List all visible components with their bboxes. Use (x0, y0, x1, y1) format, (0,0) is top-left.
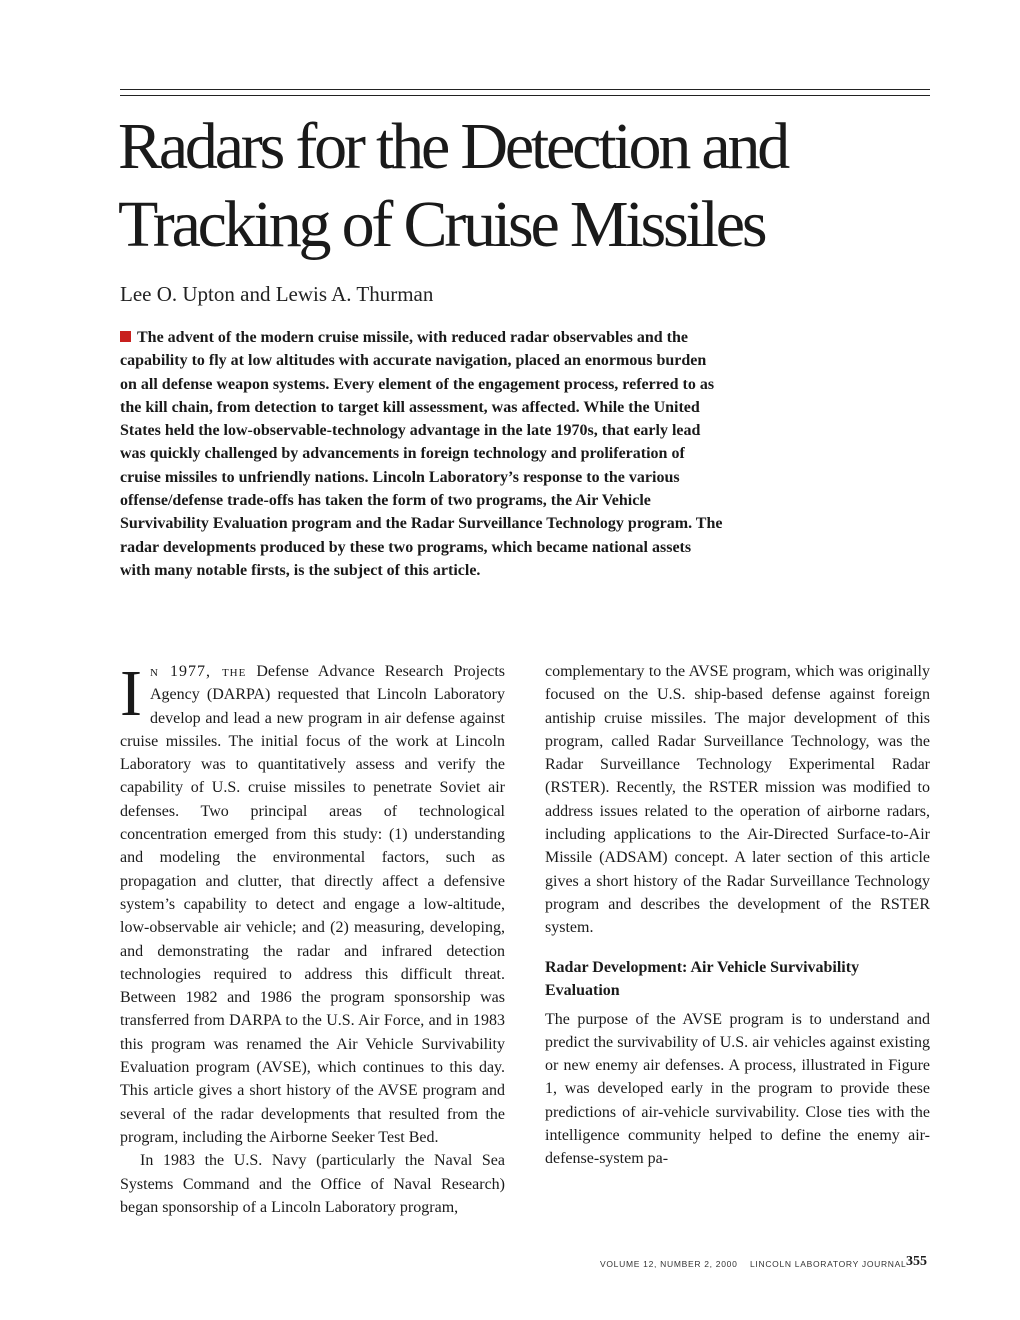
page-footer (600, 1254, 930, 1274)
abstract (120, 326, 725, 582)
footer-volume: VOLUME 12, NUMBER 2, 2000 (600, 1259, 738, 1269)
lead-in-smallcaps: n 1977, the (149, 663, 247, 680)
article-authors: Lee O. Upton and Lewis A. Thurman (120, 282, 434, 306)
top-rule-second (120, 95, 930, 96)
paragraph-2 (120, 1149, 505, 1219)
footer-journal-name: LINCOLN LABORATORY JOURNAL (750, 1259, 907, 1269)
paragraph-3: The purpose of the AVSE program is to understand and predict the survivability of U.S. air vehicles against existing or new enemy air defenses. A process, illustrated in Figure 1, was developed early in the program to provide these predictions of air-vehicle survivability. Close ties with the intelligence community helped to define the enemy air-defense-system pa- (545, 1010, 930, 1168)
abstract-text: The advent of the modern cruise missile, with reduced radar observables and the capability to fly at low altitudes with accurate navigation, placed an enormous burden on all defense weapon systems. Every element of the engagement process, referred to as the kill chain, from detection to target kill assessment, was affected. While the United States held the low-observable-technology advantage in the late 1970s, that early lead was quickly challenged by advancements in foreign technology and proliferation of cruise missiles to unfriendly nations. Lincoln Laboratory’s response to the various offense/defense trade-offs has taken the form of two programs, the Air Vehicle Survivability Evaluation program and the Radar Surveillance Technology program. The radar developments produced by these two programs, which became national assets with many notable firsts, is the subject of this article. (120, 329, 723, 579)
paragraph-2-continued: complementary to the AVSE program, which was originally focused on the U.S. ship-based defense against foreign antiship cruise missiles. The major development of this program, called Radar Surveillance Technology, was the Radar Surveillance Technology Experimental Radar (RSTER). Recently, the RSTER mission was modified to address issues related to the operation of airborne radars, including applications to the Air-Directed Surface-to-Air Missile (ADSAM) concept. A later section of this article gives a short history of the Radar Surveillance Technology program and describes the development of the RSTER system. (545, 663, 930, 937)
title-line-2: Tracking of Cruise Missiles (118, 188, 765, 261)
section-heading: Radar Development: Air Vehicle Survivability Evaluation (545, 958, 860, 999)
body-column-right (545, 660, 930, 1171)
red-square-bullet-icon (120, 331, 131, 342)
paragraph-1 (120, 657, 506, 1149)
paragraph-1-text: Defense Advance Research Projects Agency (DARPA) requested that Lincoln Laboratory develop and lead a new program in air defense against cruise missiles. The initial focus of the work at Lincoln Laboratory was to quantitatively assess and verify the capability of U.S. cruise missiles to penetrate Soviet air defenses. Two principal areas of technological concentration emerged from this study: (1) understanding and modeling the environmental factors, such as propagation and clutter, that directly affect a defensive system’s capability to detect and engage a low-altitude, low-observable air vehicle; and (2) measuring, developing, and demonstrating the radar and infrared detection technologies required to address this difficult threat. Between 1982 and 1986 the program sponsorship was transferred from DARPA to the U.S. Air Force, and in 1983 this program was renamed the Air Vehicle Survivability Evaluation program (AVSE), which continues to this day. This article gives a short history of the AVSE program and several of the radar developments that resulted from the program, including the Airborne Seeker Test Bed. (120, 663, 506, 1146)
paragraph-2-text: In 1983 the U.S. Navy (particularly the Naval Sea Systems Command and the Office of Naval Research) began sponsorship of a Lincoln Laboratory program, (120, 1152, 505, 1216)
page-number: 355 (906, 1254, 927, 1269)
title-line-1: Radars for the Detection and (118, 110, 788, 183)
top-rule (120, 89, 930, 90)
drop-cap: I (120, 657, 142, 730)
article-title (118, 108, 918, 264)
body-column-left (120, 657, 506, 1219)
